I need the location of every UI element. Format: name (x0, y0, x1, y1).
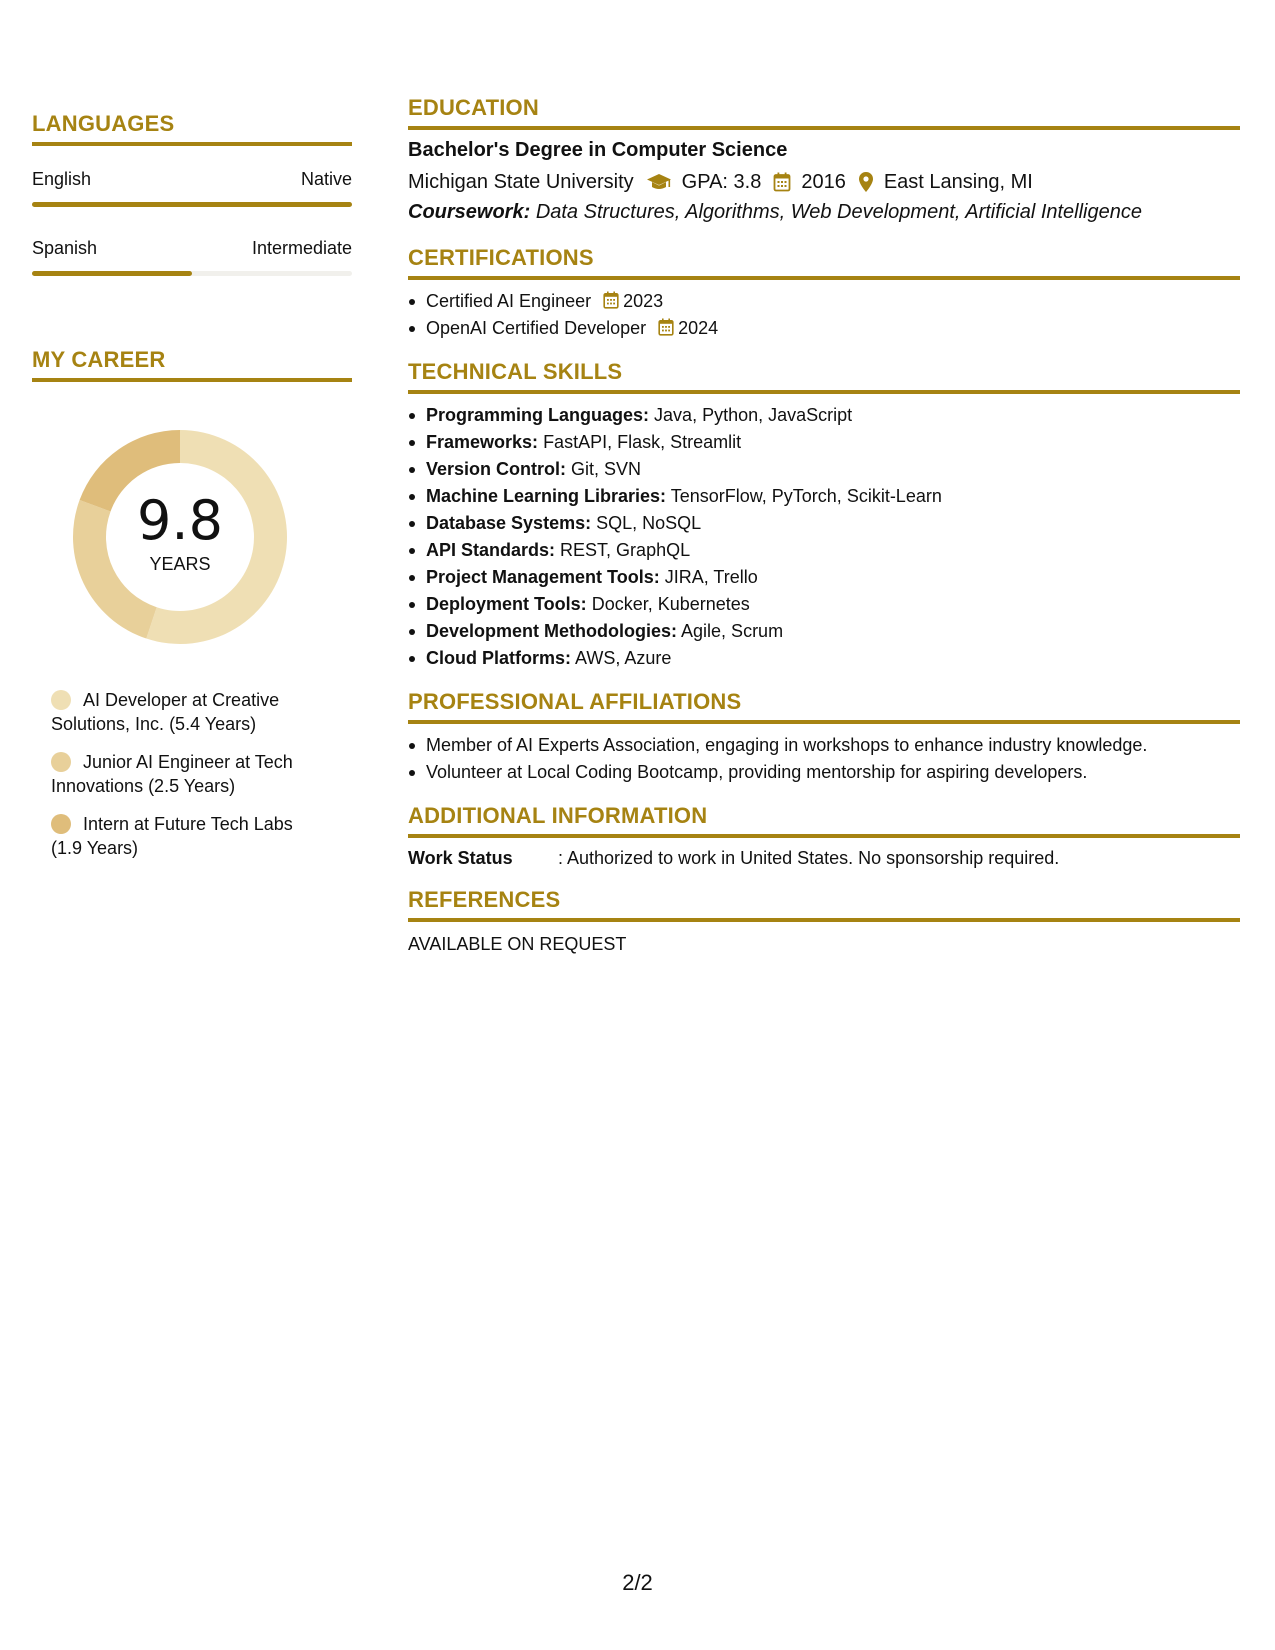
certification-item (408, 315, 1240, 342)
skill-item (408, 483, 1240, 510)
certifications-section (408, 244, 1240, 342)
career-legend-label: Junior AI Engineer at Tech Innovations (2.5 Years) (51, 752, 293, 796)
career-legend-item (51, 812, 321, 860)
location-pin-icon (858, 171, 874, 193)
career-total-years: 9.8 (137, 489, 223, 552)
skill-label: Development Methodologies: (426, 621, 678, 641)
technical-skills-section (408, 358, 1240, 672)
language-proficiency-fill (32, 202, 352, 207)
work-status-row (408, 846, 1240, 870)
education-section (408, 94, 1240, 224)
skill-item (408, 402, 1240, 429)
skill-value: FastAPI, Flask, Streamlit (543, 432, 742, 452)
education-title: EDUCATION (408, 94, 1240, 130)
graduation-cap-icon (646, 172, 672, 192)
skills-list (408, 402, 1240, 672)
career-total-unit: YEARS (149, 554, 211, 574)
legend-dot (51, 752, 71, 772)
certifications-title: CERTIFICATIONS (408, 244, 1240, 280)
skill-value: REST, GraphQL (560, 540, 691, 560)
skill-item (408, 510, 1240, 537)
skill-item (408, 537, 1240, 564)
coursework (408, 200, 1240, 224)
skill-label: Database Systems: (426, 513, 592, 533)
references-title: REFERENCES (408, 886, 1240, 922)
work-status-label: Work Status (408, 848, 513, 868)
language-proficiency-bar (32, 202, 352, 207)
certification-name: OpenAI Certified Developer (426, 318, 647, 338)
skill-item (408, 591, 1240, 618)
skill-label: Version Control: (426, 459, 567, 479)
language-item-spanish (32, 237, 352, 276)
main-content (408, 94, 1240, 972)
page-number: 2/2 (622, 1570, 653, 1595)
gpa: GPA: 3.8 (681, 171, 762, 193)
graduation-year: 2016 (801, 171, 846, 193)
skill-value: Java, Python, JavaScript (654, 405, 853, 425)
skill-item (408, 429, 1240, 456)
coursework-list: Data Structures, Algorithms, Web Development, Artificial Intelligence (535, 201, 1142, 223)
language-name: Spanish (32, 238, 98, 258)
skill-item (408, 645, 1240, 672)
certifications-list (408, 288, 1240, 342)
career-legend-item (51, 750, 321, 798)
affiliations-section (408, 688, 1240, 786)
legend-dot (51, 814, 71, 834)
skill-label: Project Management Tools: (426, 567, 660, 587)
language-proficiency-fill (32, 271, 192, 276)
sidebar (32, 110, 352, 874)
skill-label: Frameworks: (426, 432, 539, 452)
language-level: Native (300, 169, 352, 189)
work-status-value: : Authorized to work in United States. No sponsorship required. (558, 848, 1060, 868)
calendar-icon (773, 172, 791, 192)
skill-item (408, 564, 1240, 591)
career-legend (51, 688, 321, 860)
career-legend-label: AI Developer at Creative Solutions, Inc. (5.4 Years) (51, 690, 280, 734)
education-meta (408, 170, 1240, 194)
skill-value: SQL, NoSQL (596, 513, 702, 533)
references-section (408, 886, 1240, 956)
affiliations-list (408, 732, 1240, 786)
school-name: Michigan State University (408, 171, 634, 193)
certification-year: 2023 (623, 291, 664, 311)
career-legend-label: Intern at Future Tech Labs (1.9 Years) (51, 814, 293, 858)
language-level: Intermediate (251, 238, 352, 258)
calendar-icon (658, 318, 674, 336)
additional-info-title: ADDITIONAL INFORMATION (408, 802, 1240, 838)
certification-year: 2024 (678, 318, 719, 338)
coursework-label: Coursework: (408, 201, 531, 223)
skill-label: Programming Languages: (426, 405, 650, 425)
career-title: MY CAREER (32, 346, 352, 382)
career-legend-item (51, 688, 321, 736)
languages-title: LANGUAGES (32, 110, 352, 146)
skill-label: Cloud Platforms: (426, 648, 572, 668)
skill-value: Git, SVN (571, 459, 642, 479)
language-item-english (32, 168, 352, 207)
career-donut-chart (67, 424, 293, 650)
donut-center (67, 424, 293, 650)
skill-value: AWS, Azure (575, 648, 672, 668)
school-location: East Lansing, MI (883, 171, 1033, 193)
additional-info-section (408, 802, 1240, 870)
skill-item (408, 456, 1240, 483)
references-text: AVAILABLE ON REQUEST (408, 934, 627, 954)
language-name: English (32, 169, 92, 189)
affiliation-item: Volunteer at Local Coding Bootcamp, providing mentorship for aspiring developers. (408, 759, 1240, 786)
affiliations-title: PROFESSIONAL AFFILIATIONS (408, 688, 1240, 724)
calendar-icon (603, 291, 619, 309)
skill-label: Deployment Tools: (426, 594, 587, 614)
skill-value: Docker, Kubernetes (591, 594, 750, 614)
skill-label: Machine Learning Libraries: (426, 486, 667, 506)
legend-dot (51, 690, 71, 710)
language-proficiency-bar (32, 271, 352, 276)
certification-item (408, 288, 1240, 315)
skill-value: Agile, Scrum (681, 621, 784, 641)
certification-name: Certified AI Engineer (426, 291, 592, 311)
skill-value: JIRA, Trello (664, 567, 758, 587)
degree-title: Bachelor's Degree in Computer Science (408, 139, 788, 161)
technical-skills-title: TECHNICAL SKILLS (408, 358, 1240, 394)
affiliation-item: Member of AI Experts Association, engaging in workshops to enhance industry knowledge. (408, 732, 1240, 759)
skill-value: TensorFlow, PyTorch, Scikit-Learn (670, 486, 942, 506)
skill-item (408, 618, 1240, 645)
skill-label: API Standards: (426, 540, 556, 560)
